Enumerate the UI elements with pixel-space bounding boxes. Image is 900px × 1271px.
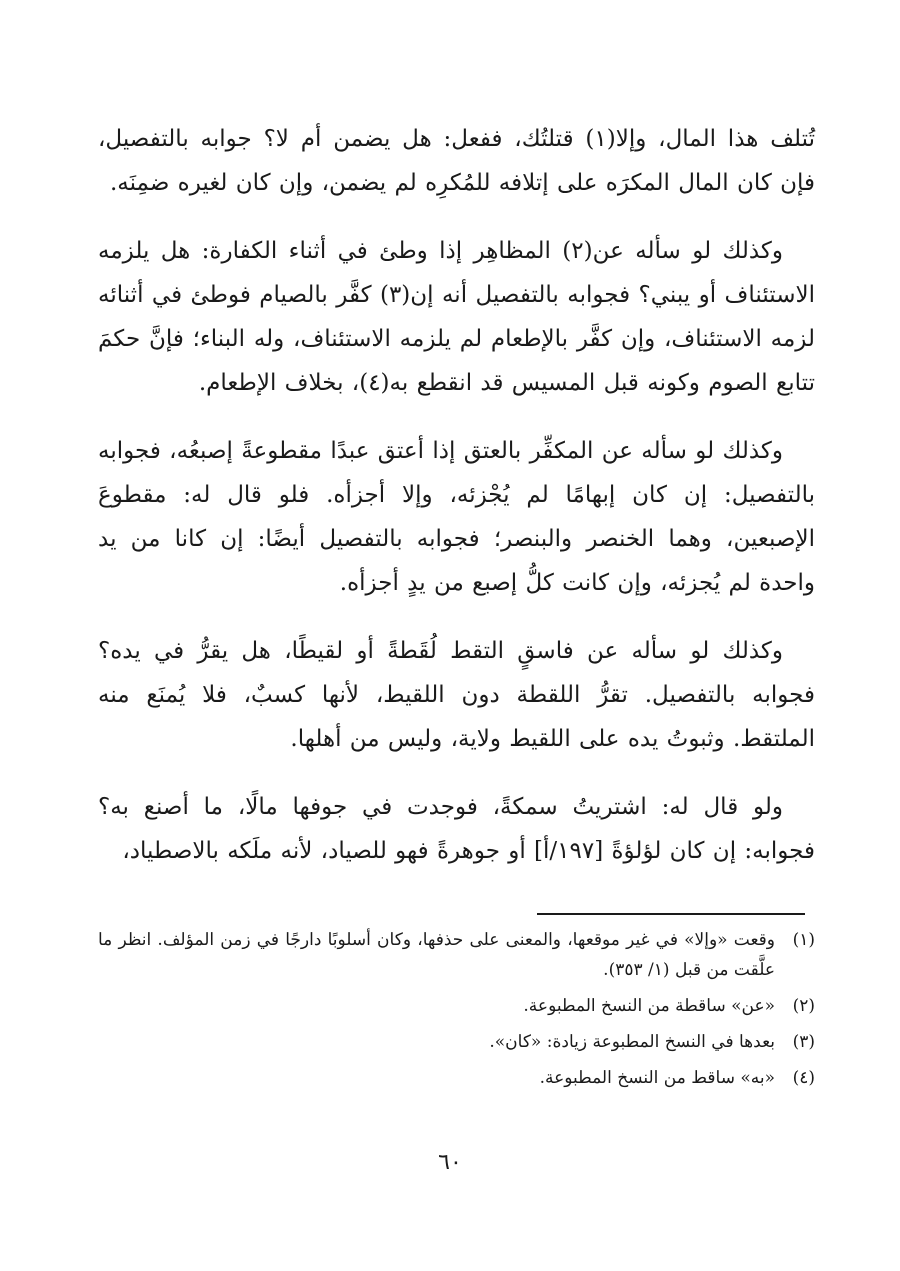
footnote-3 xyxy=(98,1027,815,1057)
footnote-number: (٢) xyxy=(792,996,815,1016)
paragraph-1: تُتلف هذا المال، وإلا(١) قتلتُك، ففعل: هل يضمن أم لا؟ جوابه بالتفصيل، فإن كان المال المكرَه على إتلافه للمُكرِه لم يضمن، وإن كان لغيره ضمِنَه. xyxy=(98,126,815,196)
footnote-separator xyxy=(537,913,805,915)
footnote-text: بعدها في النسخ المطبوعة زيادة: «كان». xyxy=(489,1032,775,1052)
main-text xyxy=(98,117,815,897)
paragraph-4: وكذلك لو سأله عن فاسقٍ التقط لُقَطةً أو لقيطًا، هل يقرُّ في يده؟ فجوابه بالتفصيل. تقرُّ اللقطة دون اللقيط، لأنها كسبٌ، فلا يُمنَع منه الملتقط. وثبوتُ يده على اللقيط ولاية، وليس من أهلها. xyxy=(98,638,815,752)
page-number: ٦٠ xyxy=(438,1150,462,1175)
footnote-number: (٤) xyxy=(792,1068,815,1088)
footnotes xyxy=(98,925,815,1099)
paragraph-2: وكذلك لو سأله عن(٢) المظاهِر إذا وطئ في أثناء الكفارة: هل يلزمه الاستئناف أو يبني؟ فجوابه بالتفصيل أنه إن(٣) كفَّر بالصيام فوطئ في أثنائه لزمه الاستئناف، وإن كفَّر بالإطعام لم يلزمه الاستئناف، وله البناء؛ فإنَّ حكمَ تتابع الصوم وكونه قبل المسيس قد انقطع به(٤)، بخلاف الإطعام. xyxy=(98,238,815,396)
footnote-1 xyxy=(98,925,815,985)
footnote-text: «به» ساقط من النسخ المطبوعة. xyxy=(539,1068,775,1088)
footnote-text: «عن» ساقطة من النسخ المطبوعة. xyxy=(523,996,775,1016)
footnote-number: (٣) xyxy=(792,1032,815,1052)
footnote-4 xyxy=(98,1063,815,1093)
footnote-text: وقعت «وإلا» في غير موقعها، والمعنى على حذفها، وكان أسلوبًا دارجًا في زمن المؤلف. انظر ما علَّقت من قبل (١/ ٣٥٣). xyxy=(98,930,775,980)
paragraph-5: ولو قال له: اشتريتُ سمكةً، فوجدت في جوفها مالًا، ما أصنع به؟ فجوابه: إن كان لؤلؤةً [١٩٧/أ] أو جوهرةً فهو للصياد، لأنه ملَكه بالاصطياد، xyxy=(98,794,815,864)
footnote-2 xyxy=(98,991,815,1021)
footnote-number: (١) xyxy=(792,930,815,950)
paragraph-3: وكذلك لو سأله عن المكفِّر بالعتق إذا أعتق عبدًا مقطوعةً إصبعُه، فجوابه بالتفصيل: إن كان إبهامًا لم يُجْزئه، وإلا أجزأه. فلو قال له: مقطوعَ الإصبعين، وهما الخنصر والبنصر؛ فجوابه بالتفصيل أيضًا: إن كانا من يد واحدة لم يُجزئه، وإن كانت كلُّ إصبع من يدٍ أجزأه. xyxy=(98,438,815,596)
